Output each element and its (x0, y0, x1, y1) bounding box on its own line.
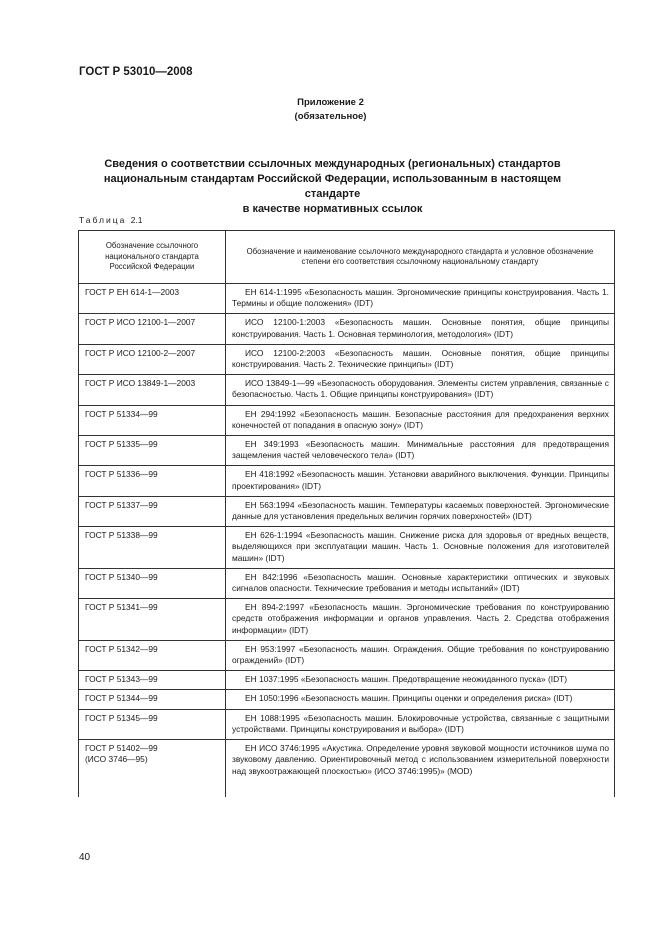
table-row (79, 375, 615, 405)
national-standard-cell: ГОСТ Р ЕН 614-1—2003 (79, 284, 226, 314)
international-standard-text: ЕН 1088:1995 «Безопасность машин. Блокировочные устройства, связанные с защитными устройствами. Принципы конструирования и выбора» (IDT) (232, 712, 609, 734)
table-row (79, 690, 615, 709)
page-number: 40 (79, 852, 91, 863)
international-standard-cell (226, 496, 615, 526)
national-standard-cell: ГОСТ Р 51341—99 (79, 599, 226, 641)
national-standard-cell: ГОСТ Р 51334—99 (79, 405, 226, 435)
heading-line-2: национальным стандартам Российской Федерации, использованным в настоящем стандарте (103, 173, 562, 200)
international-standard-text: ЕН 1050:1996 «Безопасность машин. Принципы оценки и определения риска» (IDT) (245, 693, 573, 704)
international-standard-cell (226, 740, 615, 798)
appendix-label (0, 96, 661, 124)
appendix-title: Приложение 2 (297, 97, 364, 108)
national-standard-cell: ГОСТ Р 51338—99 (79, 527, 226, 569)
international-standard-cell (226, 466, 615, 496)
international-standard-cell (226, 640, 615, 670)
table-header-row (79, 231, 615, 284)
table-row (79, 466, 615, 496)
table-row (79, 405, 615, 435)
international-standard-text: ЕН 614-1:1995 «Безопасность машин. Эргономические принципы конструирования. Часть 1. Термины и общие положения» (IDT) (232, 287, 609, 309)
international-standard-text: ЕН 294:1992 «Безопасность машин. Безопасные расстояния для предохранения верхних конечностей от попадания в опасную зону» (IDT) (232, 408, 609, 430)
national-standard-cell: ГОСТ Р 51336—99 (79, 466, 226, 496)
international-standard-text: ЕН 842:1996 «Безопасность машин. Основные характеристики оптических и звуковых сигналов опасности. Технические требования и методы испытаний» (IDT) (232, 571, 609, 594)
appendix-status: (обязательное) (294, 111, 367, 122)
international-standard-cell (226, 436, 615, 466)
national-standard-cell: ГОСТ Р 51342—99 (79, 640, 226, 670)
international-standard-cell (226, 690, 615, 709)
standards-table (78, 230, 615, 797)
international-standard-text: ЕН 418:1992 «Безопасность машин. Установки аварийного выключения. Функции. Принципы проектирования» (IDT) (232, 469, 609, 491)
national-standard-cell: ГОСТ Р ИСО 13849-1—2003 (79, 375, 226, 405)
international-standard-cell (226, 314, 615, 344)
international-standard-cell (226, 375, 615, 405)
heading-line-3: в качестве нормативных ссылок (242, 203, 423, 215)
table-row (79, 527, 615, 569)
column-header-international: Обозначение и наименование ссылочного международного стандарта и условное обозначение степени его соответствия ссылочному национальному стандарту (226, 231, 615, 284)
table-caption-number: 2.1 (130, 215, 143, 225)
national-standard-cell: ГОСТ Р 51345—99 (79, 709, 226, 739)
international-standard-cell (226, 344, 615, 374)
international-standard-cell (226, 527, 615, 569)
international-standard-text: ЕН 563:1994 «Безопасность машин. Температуры касаемых поверхностей. Эргономические данные для установления предельных величин горячих поверхностей» (IDT) (232, 499, 609, 522)
national-standard-cell: ГОСТ Р 51343—99 (79, 671, 226, 690)
national-standard-cell: ГОСТ Р ИСО 12100-2—2007 (79, 344, 226, 374)
international-standard-text: ЕН 1037:1995 «Безопасность машин. Предотвращение неожиданного пуска» (IDT) (245, 674, 568, 685)
table-row (79, 640, 615, 670)
table-row (79, 709, 615, 739)
international-standard-cell (226, 284, 615, 314)
table-row (79, 671, 615, 690)
international-standard-cell (226, 599, 615, 641)
table-row (79, 284, 615, 314)
international-standard-text: ЕН ИСО 3746:1995 «Акустика. Определение уровня звуковой мощности источников шума по звуковому давлению. Ориентировочный метод с использованием измерительной поверхности над звукоотражающей плоскостью» (ИСО 3746:1995)» (MOD) (232, 743, 609, 776)
international-standard-text: ИСО 12100-1:2003 «Безопасность машин. Основные понятия, общие принципы конструирования. Часть 1. Основная терминология, методология» (IDT) (232, 317, 609, 339)
international-standard-cell (226, 405, 615, 435)
table-row (79, 568, 615, 598)
table-row (79, 314, 615, 344)
section-heading (100, 157, 565, 217)
national-standard-cell: ГОСТ Р 51335—99 (79, 436, 226, 466)
international-standard-text: ИСО 12100-2:2003 «Безопасность машин. Основные понятия, общие принципы конструирования. Часть 2. Технические принципы» (IDT) (232, 347, 609, 370)
international-standard-text: ЕН 349:1993 «Безопасность машин. Минимальные расстояния для предотвращения защемления частей человеческого тела» (IDT) (232, 439, 609, 461)
national-standard-cell: ГОСТ Р 51340—99 (79, 568, 226, 598)
national-standard-cell: ГОСТ Р 51337—99 (79, 496, 226, 526)
international-standard-cell (226, 671, 615, 690)
table-caption-word: Таблица (79, 215, 127, 225)
table-body (79, 284, 615, 798)
national-standard-cell: ГОСТ Р 51344—99 (79, 690, 226, 709)
table-row (79, 436, 615, 466)
international-standard-text: ЕН 894-2:1997 «Безопасность машин. Эргономические требования по конструированию средств отображения информации и органов управления. Часть 2. Средства отображения информации» (IDT) (232, 602, 609, 635)
international-standard-cell (226, 709, 615, 739)
column-header-national: Обозначение ссылочного национального стандарта Российской Федерации (79, 231, 226, 284)
table-row (79, 599, 615, 641)
international-standard-text: ЕН 953:1997 «Безопасность машин. Ограждения. Общие требования по конструированию ограждений» (IDT) (232, 643, 609, 666)
table-row (79, 344, 615, 374)
international-standard-text: ЕН 626-1:1994 «Безопасность машин. Снижение риска для здоровья от вредных веществ, выделяющихся при эксплуатации машин. Часть 1. Основные положения для изготовителей машин» (IDT) (232, 530, 609, 563)
national-standard-cell: ГОСТ Р ИСО 12100-1—2007 (79, 314, 226, 344)
international-standard-cell (226, 568, 615, 598)
table-row (79, 740, 615, 798)
document-code: ГОСТ Р 53010—2008 (79, 66, 193, 78)
international-standard-text: ИСО 13849-1—99 «Безопасность оборудования. Элементы систем управления, связанные с безопасностью. Часть 1. Общие принципы конструирования» (IDT) (232, 378, 609, 400)
national-standard-cell: ГОСТ Р 51402—99 (ИСО 3746—95) (79, 740, 226, 798)
heading-line-1: Сведения о соответствии ссылочных международных (региональных) стандартов (104, 158, 561, 170)
table-caption (79, 215, 143, 225)
table-row (79, 496, 615, 526)
